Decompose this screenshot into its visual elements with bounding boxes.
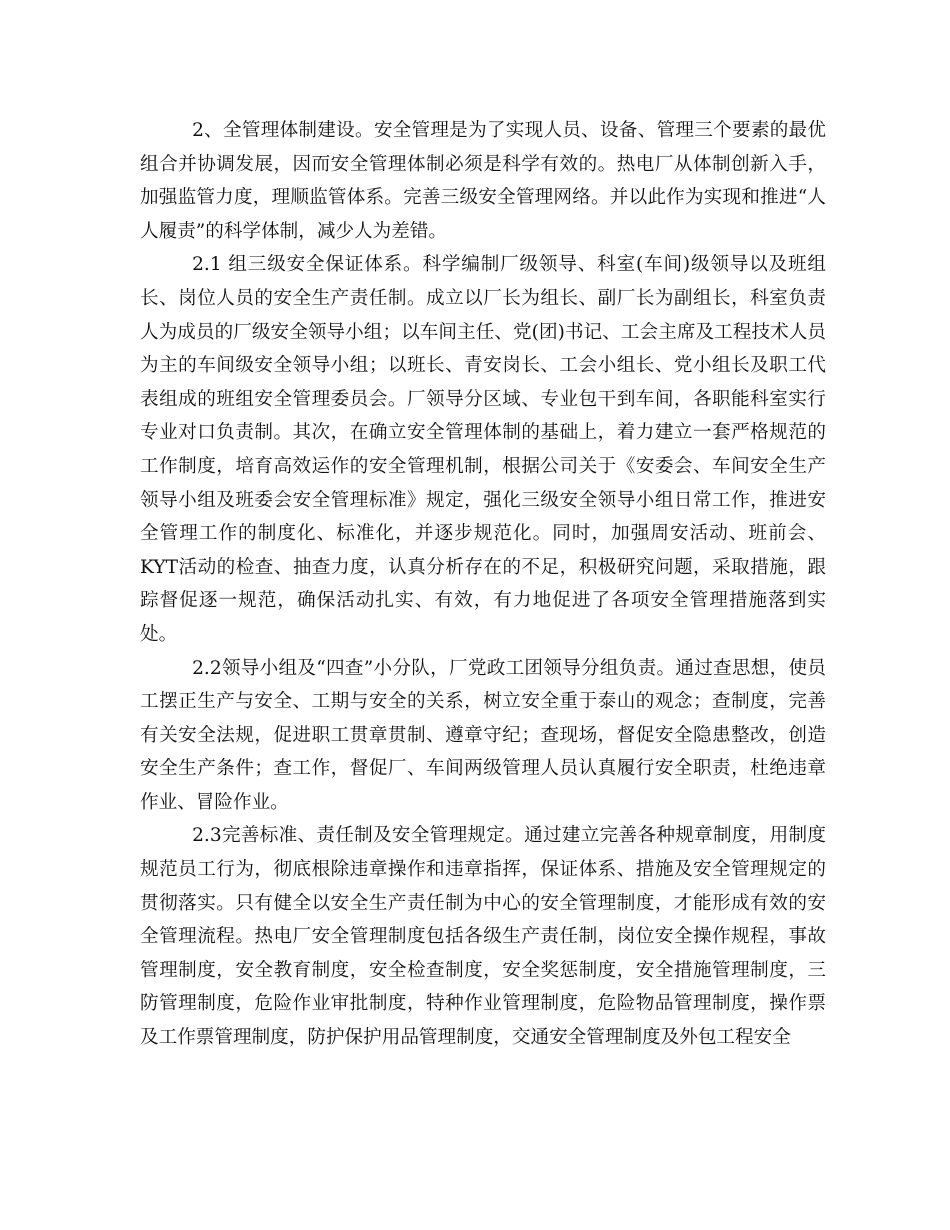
paragraph-management-system: 2、全管理体制建设。安全管理是为了实现人员、设备、管理三个要素的最优组合并协调发展，因而安全管理体制必须是科学有效的。热电厂从体制创新入手，加强监管力度，理顺监管体系。完善三级安全管理网络。并以此作为实现和推进“人人履责”的科学体制，减少人为差错。 [140,120,826,242]
paragraph-four-inspections: 2.2领导小组及“四查”小分队，厂党政工团领导分组负责。通过查思想，使员工摆正生产与安全、工期与安全的关系，树立安全重于泰山的观念；查制度，完善有关安全法规，促进职工贯章贯制、遵章守纪；查现场，督促安全隐患整改，创造安全生产条件；查工作，督促厂、车间两级管理人员认真履行安全职责，杜绝违章作业、冒险作业。 [140,657,826,813]
paragraph-three-level-guarantee: 2.1 组三级安全保证体系。科学编制厂级领导、科室(车间)级领导以及班组长、岗位人员的安全生产责任制。成立以厂长为组长、副厂长为副组长，科室负责人为成员的厂级安全领导小组；以车间主任、党(团)书记、工会主席及工程技术人员为主的车间级安全领导小组；以班长、青安岗长、工会小组长、党小组长及职工代表组成的班组安全管理委员会。厂领导分区域、专业包干到车间，各职能科室实行专业对口负责制。其次，在确立安全管理体制的基础上，着力建立一套严格规范的工作制度，培育高效运作的安全管理机制，根据公司关于《安委会、车间安全生产领导小组及班委会安全管理标准》规定，强化三级安全领导小组日常工作，推进安全管理工作的制度化、标准化，并逐步规范化。同时，加强周安活动、班前会、KYT活动的检查、抽查力度，认真分析存在的不足，积极研究问题，采取措施，跟踪督促逐一规范，确保活动扎实、有效，有力地促进了各项安全管理措施落到实处。 [140,254,826,645]
paragraph-standards-regulations: 2.3完善标准、责任制及安全管理规定。通过建立完善各种规章制度，用制度规范员工行为，彻底根除违章操作和违章指挥，保证体系、措施及安全管理规定的贯彻落实。只有健全以安全生产责任制为中心的安全管理制度，才能形成有效的安全管理流程。热电厂安全管理制度包括各级生产责任制，岗位安全操作规程，事故管理制度，安全教育制度，安全检查制度，安全奖惩制度，安全措施管理制度，三防管理制度，危险作业审批制度，特种作业管理制度，危险物品管理制度，操作票及工作票管理制度，防护保护用品管理制度，交通安全管理制度及外包工程安全 [140,825,826,1049]
document-body [140,114,826,1055]
